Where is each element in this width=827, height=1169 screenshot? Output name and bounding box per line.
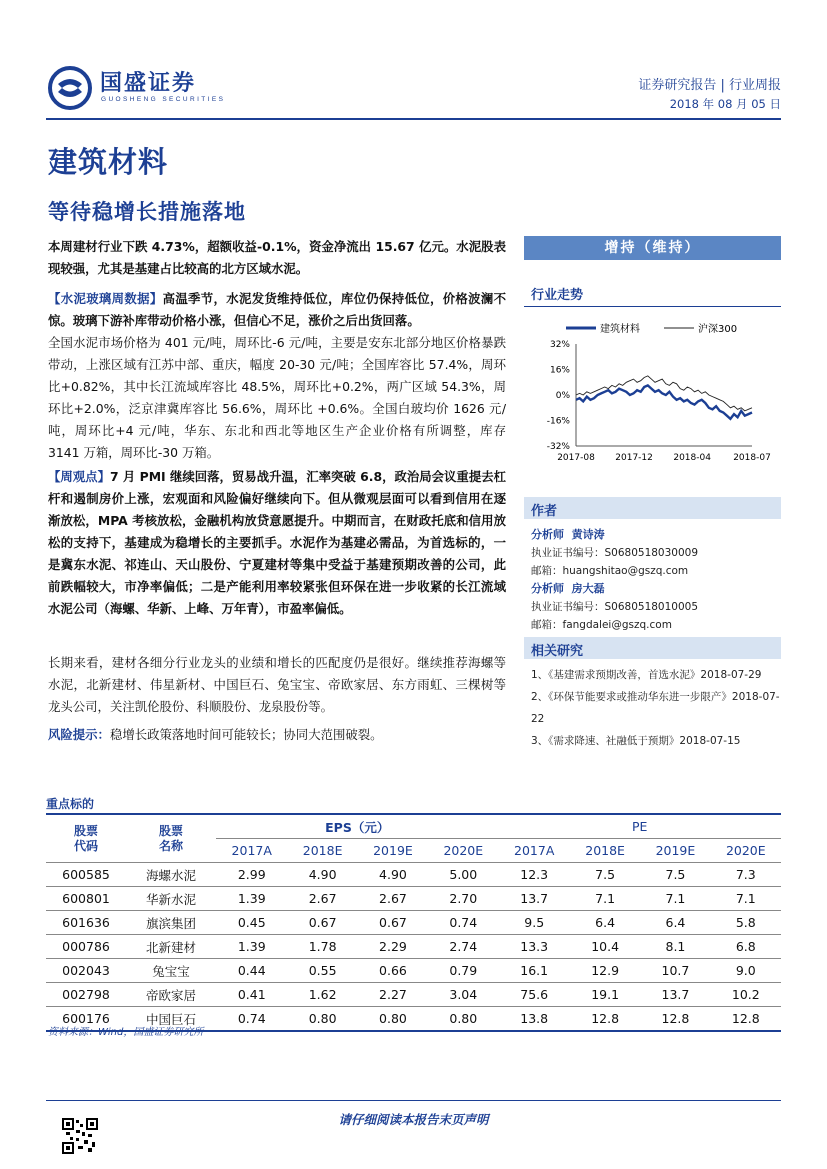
cert-number: S0680518030009 — [604, 547, 699, 559]
industry-trend-chart — [524, 318, 781, 468]
analyst-name: 黄诗涛 — [571, 528, 605, 541]
pe-value: 10.7 — [640, 959, 710, 983]
pe-value: 13.7 — [498, 887, 569, 911]
y-tick-label: -32% — [546, 442, 570, 452]
header-name: 股票名称 — [126, 814, 216, 863]
eps-value: 2.27 — [358, 983, 428, 1007]
eps-value: 1.62 — [287, 983, 357, 1007]
pe-value: 12.3 — [498, 863, 569, 887]
logo-name-cn: 国盛证券 — [100, 71, 197, 96]
pe-value: 10.4 — [570, 935, 640, 959]
analyst-block-1 — [531, 526, 781, 580]
stock-name: 北新建材 — [126, 935, 216, 959]
company-logo-icon — [48, 66, 92, 110]
stock-code: 600801 — [46, 887, 126, 911]
authors-header — [524, 497, 781, 519]
analyst-role: 分析师 — [531, 582, 564, 595]
x-tick-label: 2018-04 — [673, 453, 711, 463]
summary-paragraph: 本周建材行业下跌 4.73%，超额收益-0.1%，资金净流出 15.67 亿元。水泥股表现较强，尤其是基建占比较高的北方区域水泥。 — [48, 239, 506, 276]
header-code: 股票代码 — [46, 814, 126, 863]
pe-value: 9.0 — [711, 959, 781, 983]
eps-value: 0.79 — [428, 959, 498, 983]
analyst-block-2 — [531, 580, 781, 634]
year-header: 2019E — [640, 839, 710, 863]
eps-value: 0.44 — [216, 959, 287, 983]
table-source: 资料来源：Wind，国盛证券研究所 — [48, 1027, 204, 1038]
pe-value: 12.8 — [711, 1007, 781, 1032]
long-term-paragraph: 长期来看，建材各细分行业龙头的业绩和增长的匹配度仍是很好。继续推荐海螺等水泥，北新建材、伟星新材、中国巨石、兔宝宝、帝欧家居、东方雨虹、三棵树等龙头公司，关注凯伦股份、科顺股份、龙泉股份等。 — [48, 655, 506, 714]
eps-value: 1.78 — [287, 935, 357, 959]
pe-value: 75.6 — [498, 983, 569, 1007]
footer-divider — [46, 1100, 781, 1101]
pe-value: 6.4 — [640, 911, 710, 935]
eps-value: 0.66 — [358, 959, 428, 983]
related-item[interactable]: 2、《环保节能要求或推动华东进一步限产》2018-07-22 — [531, 691, 780, 725]
y-tick-label: -16% — [546, 416, 570, 427]
pe-value: 7.1 — [640, 887, 710, 911]
stock-code: 600585 — [46, 863, 126, 887]
table-row — [46, 887, 781, 911]
eps-value: 0.67 — [358, 911, 428, 935]
related-list — [531, 664, 781, 752]
authors-title: 作者 — [531, 504, 558, 519]
eps-value: 0.67 — [287, 911, 357, 935]
stock-name: 帝欧家居 — [126, 983, 216, 1007]
stock-code: 600176 — [46, 1007, 126, 1032]
stock-code: 002798 — [46, 983, 126, 1007]
email-label: 邮箱： — [531, 565, 563, 577]
header-eps: EPS（元） — [216, 814, 498, 839]
cement-glass-paragraph — [48, 288, 506, 464]
weekly-view-paragraph — [48, 466, 506, 620]
pe-value: 12.8 — [570, 1007, 640, 1032]
pe-value: 13.7 — [640, 983, 710, 1007]
series-line-jiancai — [576, 385, 752, 419]
pe-value: 7.1 — [711, 887, 781, 911]
table-row — [46, 959, 781, 983]
eps-value: 2.67 — [287, 887, 357, 911]
table-row — [46, 935, 781, 959]
pe-value: 7.3 — [711, 863, 781, 887]
pe-value: 7.5 — [570, 863, 640, 887]
weekly-view-tag: 【周观点】 — [48, 469, 110, 484]
eps-value: 0.74 — [216, 1007, 287, 1032]
related-item[interactable]: 3、《需求降速、社融低于预期》2018-07-15 — [531, 735, 741, 747]
pe-value: 8.1 — [640, 935, 710, 959]
pe-value: 12.8 — [640, 1007, 710, 1032]
analyst-role: 分析师 — [531, 528, 564, 541]
eps-value: 2.99 — [216, 863, 287, 887]
x-tick-label: 2017-12 — [615, 453, 653, 463]
pe-value: 5.8 — [711, 911, 781, 935]
eps-value: 4.90 — [358, 863, 428, 887]
year-header: 2017A — [498, 839, 569, 863]
eps-value: 0.45 — [216, 911, 287, 935]
pe-value: 19.1 — [570, 983, 640, 1007]
eps-value: 2.29 — [358, 935, 428, 959]
stock-code: 002043 — [46, 959, 126, 983]
year-header: 2020E — [711, 839, 781, 863]
year-header: 2018E — [570, 839, 640, 863]
logo-name-en: GUOSHENG SECURITIES — [101, 96, 226, 103]
risk-paragraph — [48, 724, 506, 746]
x-tick-label: 2018-07 — [733, 453, 771, 463]
eps-value: 1.39 — [216, 935, 287, 959]
eps-value: 2.67 — [358, 887, 428, 911]
stock-code: 000786 — [46, 935, 126, 959]
pe-value: 6.4 — [570, 911, 640, 935]
stock-name: 中国巨石 — [126, 1007, 216, 1032]
related-title: 相关研究 — [531, 644, 584, 659]
risk-label: 风险提示： — [48, 727, 110, 742]
eps-value: 0.55 — [287, 959, 357, 983]
year-header: 2020E — [428, 839, 498, 863]
pe-value: 10.2 — [711, 983, 781, 1007]
header-divider — [46, 118, 781, 120]
stock-name: 华新水泥 — [126, 887, 216, 911]
x-tick-label: 2017-08 — [557, 453, 595, 463]
year-header: 2019E — [358, 839, 428, 863]
pe-value: 6.8 — [711, 935, 781, 959]
table-row — [46, 863, 781, 887]
analyst-name: 房大磊 — [571, 582, 605, 595]
pe-value: 13.8 — [498, 1007, 569, 1032]
weekly-view-text: 7 月 PMI 继续回落，贸易战升温，汇率突破 6.8，政治局会议重提去杠杆和遏制房价上涨，宏观面和风险偏好继续向下。但从微观层面可以看到信用在逐渐放松，MPA 考核放松，金融机构放贷意愿提升。中期而言，在财政托底和信用放松的支持下，基建成为稳增长的主要抓手。水泥作为基建必需品，为首选标的，一是冀东水泥、祁连山、天山股份、宁夏建材等集中受益于基建预期改善的公司，此前跌幅较大，市净率偏低；二是产能利用率较紧张但环保在进一步收紧的长江流域水泥公司（海螺、华新、上峰、万年青），市盈率偏低。 — [48, 469, 506, 616]
legend-label-jiancai: 建筑材料 — [600, 324, 640, 335]
eps-value: 0.74 — [428, 911, 498, 935]
y-tick-label: 0% — [555, 391, 570, 401]
email-link[interactable]: huangshitao@gszq.com — [562, 565, 689, 577]
y-tick-label: 32% — [549, 340, 570, 350]
eps-value: 5.00 — [428, 863, 498, 887]
pe-value: 7.5 — [640, 863, 710, 887]
report-date: 2018 年 08 月 05 日 — [669, 97, 781, 111]
eps-value: 4.90 — [287, 863, 357, 887]
eps-value: 0.80 — [358, 1007, 428, 1032]
email-label: 邮箱： — [531, 619, 563, 631]
eps-value: 0.41 — [216, 983, 287, 1007]
eps-value: 1.39 — [216, 887, 287, 911]
pe-value: 7.1 — [570, 887, 640, 911]
trend-title: 行业走势 — [531, 288, 584, 303]
eps-value: 0.80 — [287, 1007, 357, 1032]
table-row — [46, 983, 781, 1007]
trend-divider — [524, 306, 781, 307]
eps-value: 2.70 — [428, 887, 498, 911]
table-row — [46, 911, 781, 935]
stocks-section-title: 重点标的 — [46, 797, 95, 811]
stock-name: 海螺水泥 — [126, 863, 216, 887]
cement-glass-tag: 【水泥玻璃周数据】 — [48, 291, 163, 306]
pe-value: 13.3 — [498, 935, 569, 959]
risk-text: 稳增长政策落地时间可能较长；协同大范围破裂。 — [109, 727, 383, 742]
related-item[interactable]: 1、《基建需求预期改善，首选水泥》2018-07-29 — [531, 669, 762, 681]
report-subtitle: 等待稳增长措施落地 — [48, 200, 246, 224]
eps-value: 2.74 — [428, 935, 498, 959]
year-header: 2017A — [216, 839, 287, 863]
pe-value: 16.1 — [498, 959, 569, 983]
pe-value: 12.9 — [570, 959, 640, 983]
stock-code: 601636 — [46, 911, 126, 935]
eps-value: 0.80 — [428, 1007, 498, 1032]
footer-disclaimer: 请仔细阅读本报告末页声明 — [338, 1112, 489, 1127]
stock-name: 兔宝宝 — [126, 959, 216, 983]
cert-label: 执业证书编号： — [531, 601, 605, 613]
cement-glass-highlight: 高温季节，水泥发货维持低位，库位仍保持低位，价格波澜不惊。玻璃下游补库带动价格小涨，但信心不足，涨价之后出货回落。 — [48, 291, 507, 328]
report-type: 证券研究报告 | 行业周报 — [638, 78, 781, 93]
eps-value: 3.04 — [428, 983, 498, 1007]
cert-number: S0680518010005 — [604, 601, 699, 613]
legend-label-hs300: 沪深300 — [698, 324, 738, 335]
email-link[interactable]: fangdalei@gszq.com — [562, 619, 672, 631]
pe-value: 9.5 — [498, 911, 569, 935]
header-pe: PE — [498, 814, 781, 839]
industry-title: 建筑材料 — [48, 145, 169, 179]
cert-label: 执业证书编号： — [531, 547, 605, 559]
stock-name: 旗滨集团 — [126, 911, 216, 935]
year-header: 2018E — [287, 839, 357, 863]
rating-badge: 增持（维持） — [524, 236, 781, 260]
y-tick-label: 16% — [549, 365, 570, 376]
stocks-table — [46, 813, 781, 1032]
cement-glass-detail: 全国水泥市场价格为 401 元/吨，周环比-6 元/吨，主要是安东北部分地区价格暴跌带动，上涨区域有江苏中部、重庆，幅度 20-30 元/吨；全国库容比 57.4%，周环比+0.82%，其中长江流域库容比 48.5%，周环比+0.2%，两广区域 54.3%，周环比+2.0%，泛京津冀库容比 56.6%，周环比 +0.6%。全国白玻均价 1626 元/吨，周环比+4 元/吨，华东、东北和西北等地区生产企业价格有所调整，库存 3141 万箱，周环比-30 万箱。 — [48, 335, 506, 460]
